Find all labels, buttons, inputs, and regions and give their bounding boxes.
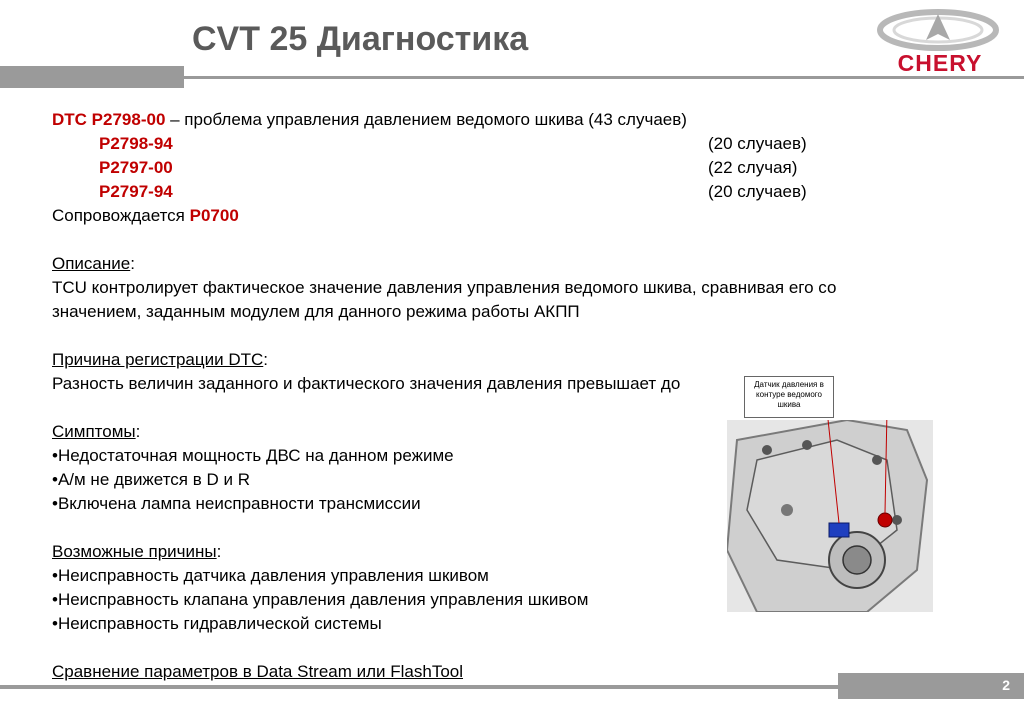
dtc-code: P2798-94 bbox=[99, 134, 173, 153]
list-item: •Недостаточная мощность ДВС на данном режиме bbox=[52, 446, 454, 465]
page-title: CVT 25 Диагностика bbox=[192, 20, 529, 58]
brand-name: CHERY bbox=[897, 50, 983, 76]
title-bar-left bbox=[0, 66, 184, 88]
list-item: •А/м не движется в D и R bbox=[52, 470, 250, 489]
possible-causes-heading: Возможные причины: bbox=[52, 542, 222, 561]
list-item: •Неисправность датчика давления управления шкивом bbox=[52, 566, 489, 585]
list-item: •Включена лампа неисправности трансмиссии bbox=[52, 494, 421, 513]
cause-heading: Причина регистрации DTC: bbox=[52, 350, 269, 369]
dtc-count: (20 случаев) bbox=[708, 134, 807, 153]
symptoms-heading: Симптомы: bbox=[52, 422, 141, 441]
dtc-code-row bbox=[52, 180, 852, 204]
footer-bar bbox=[0, 685, 838, 689]
list-item: •Неисправность клапана управления давления управления шкивом bbox=[52, 590, 589, 609]
accompanied-code: P0700 bbox=[189, 206, 239, 225]
transmission-photo bbox=[727, 420, 933, 612]
description-line: TCU контролирует фактическое значение давления управления ведомого шкива, сравнивая его со bbox=[52, 278, 837, 297]
dtc-code: P2797-00 bbox=[99, 158, 173, 177]
page-number-box bbox=[838, 673, 1024, 699]
dtc-code-row bbox=[52, 132, 852, 156]
dtc-main-desc: – проблема управления давлением ведомого шкива (43 случаев) bbox=[165, 110, 687, 129]
dtc-count: (20 случаев) bbox=[708, 182, 807, 201]
accompanied-line bbox=[52, 204, 852, 228]
list-item: •Неисправность гидравлической системы bbox=[52, 614, 382, 633]
dtc-count: (22 случая) bbox=[708, 158, 798, 177]
page-number: 2 bbox=[1002, 677, 1010, 693]
dtc-code: P2797-94 bbox=[99, 182, 173, 201]
dtc-main-code: P2798-00 bbox=[91, 110, 166, 129]
description-line: значением, заданным модулем для данного режима работы АКПП bbox=[52, 302, 580, 321]
compare-link: Сравнение параметров в Data Stream или FlashTool bbox=[52, 662, 464, 681]
sensor-callout: Датчик давления в контуре ведомого шкива bbox=[744, 376, 834, 418]
description-heading: Описание: bbox=[52, 254, 135, 273]
dtc-code-row bbox=[52, 156, 852, 180]
dtc-main-line bbox=[52, 108, 852, 132]
cause-text: Разность величин заданного и фактического значения давления превышает до bbox=[52, 374, 681, 393]
dtc-prefix: DTC bbox=[52, 110, 92, 129]
accompanied-prefix: Сопровождается bbox=[52, 206, 190, 225]
